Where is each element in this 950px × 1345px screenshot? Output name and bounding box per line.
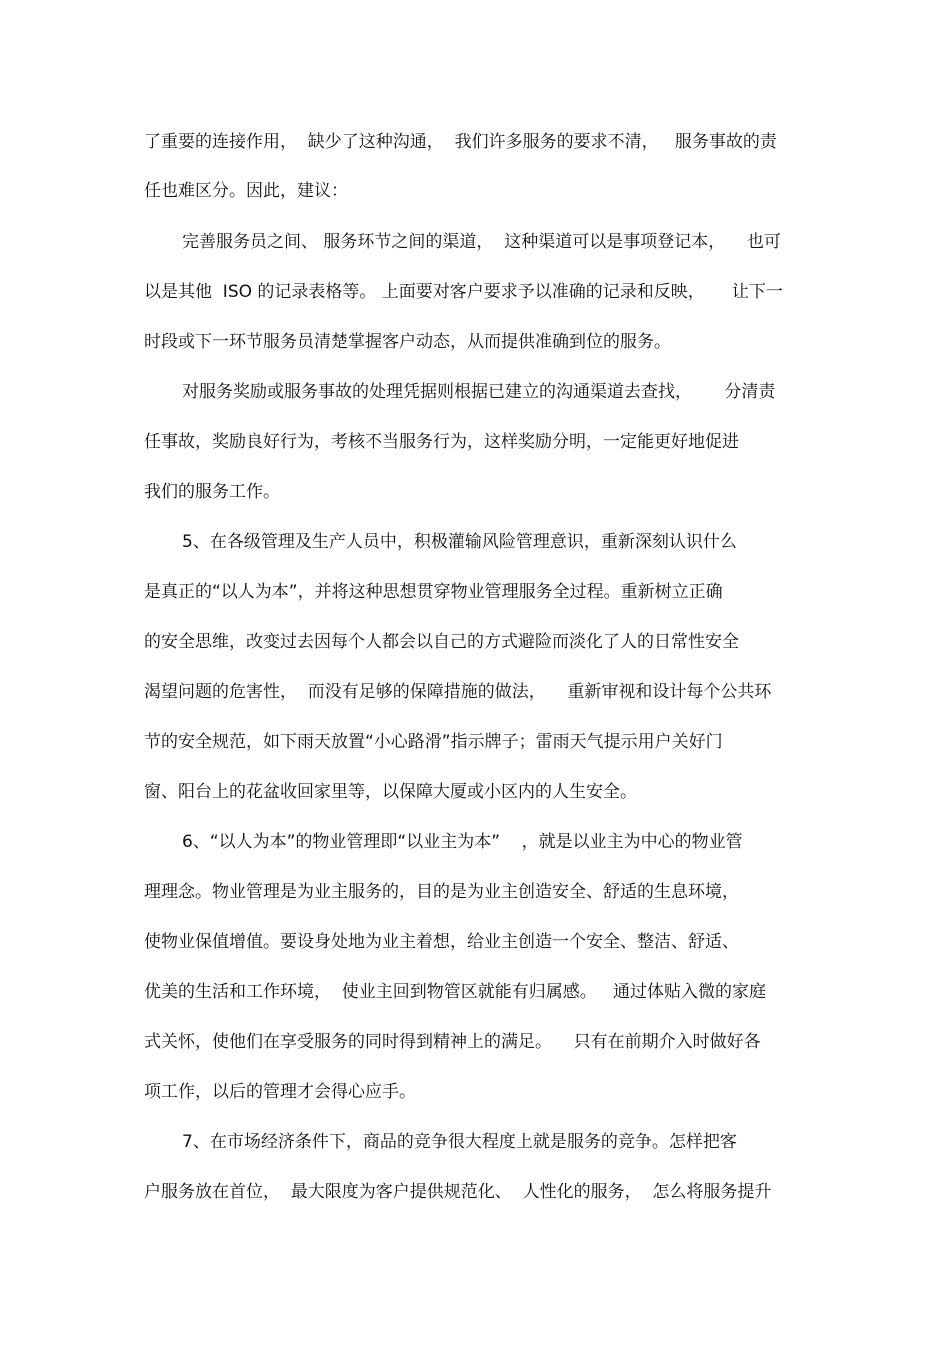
text-line: 是真正的“以人为本”，并将这种思想贯穿物业管理服务全过程。重新树立正确 <box>144 582 723 602</box>
text-line: 式关怀，使他们在享受服务的同时得到精神上的满足。 只有在前期介入时做好各 <box>144 1032 761 1052</box>
text-line: 使物业保值增值。要设身处地为业主着想，给业主创造一个安全、整洁、舒适、 <box>144 932 739 952</box>
text-line: 窗、阳台上的花盆收回家里等，以保障大厦或小区内的人生安全。 <box>144 782 637 802</box>
text-line: 优美的生活和工作环境， 使业主回到物管区就能有归属感。 通过体贴入微的家庭 <box>144 982 767 1002</box>
text-line: 节的安全规范，如下雨天放置“小心路滑”指示牌子；雷雨天气提示用户关好门 <box>144 732 723 752</box>
text-line: 理理念。物业管理是为业主服务的，目的是为业主创造安全、舒适的生息环境， <box>144 882 739 902</box>
text-line: 6、“以人为本”的物业管理即“以业主为本” ，就是以业主为中心的物业管 <box>182 832 743 852</box>
text-line: 对服务奖励或服务事故的处理凭据则根据已建立的沟通渠道去查找， 分清责 <box>182 382 776 402</box>
text-line: 7、在市场经济条件下，商品的竞争很大程度上就是服务的竞争。怎样把客 <box>182 1132 737 1152</box>
text-line: 5、在各级管理及生产人员中，积极灌输风险管理意识，重新深刻认识什么 <box>182 532 737 552</box>
text-line: 以是其他 ISO 的记录表格等。 上面要对客户要求予以准确的记录和反映， 让下一 <box>144 282 783 302</box>
text-line: 项工作，以后的管理才会得心应手。 <box>144 1082 416 1102</box>
text-line: 任事故，奖励良好行为，考核不当服务行为，这样奖励分明，一定能更好地促进 <box>144 432 739 452</box>
text-line: 完善服务员之间、 服务环节之间的渠道， 这种渠道可以是事项登记本， 也可 <box>182 232 781 252</box>
text-line: 任也难区分。因此，建议： <box>144 181 348 201</box>
text-line: 的安全思维，改变过去因每个人都会以自己的方式避险而淡化了人的日常性安全 <box>144 632 739 652</box>
text-line: 我们的服务工作。 <box>144 482 280 502</box>
text-line: 了重要的连接作用， 缺少了这种沟通， 我们许多服务的要求不清， 服务事故的责 <box>144 132 777 152</box>
text-line: 户服务放在首位， 最大限度为客户提供规范化、 人性化的服务， 怎么将服务提升 <box>144 1182 772 1202</box>
text-line: 时段或下一环节服务员清楚掌握客户动态，从而提供准确到位的服务。 <box>144 332 671 352</box>
text-line: 渴望问题的危害性， 而没有足够的保障措施的做法， 重新审视和设计每个公共环 <box>144 682 772 702</box>
